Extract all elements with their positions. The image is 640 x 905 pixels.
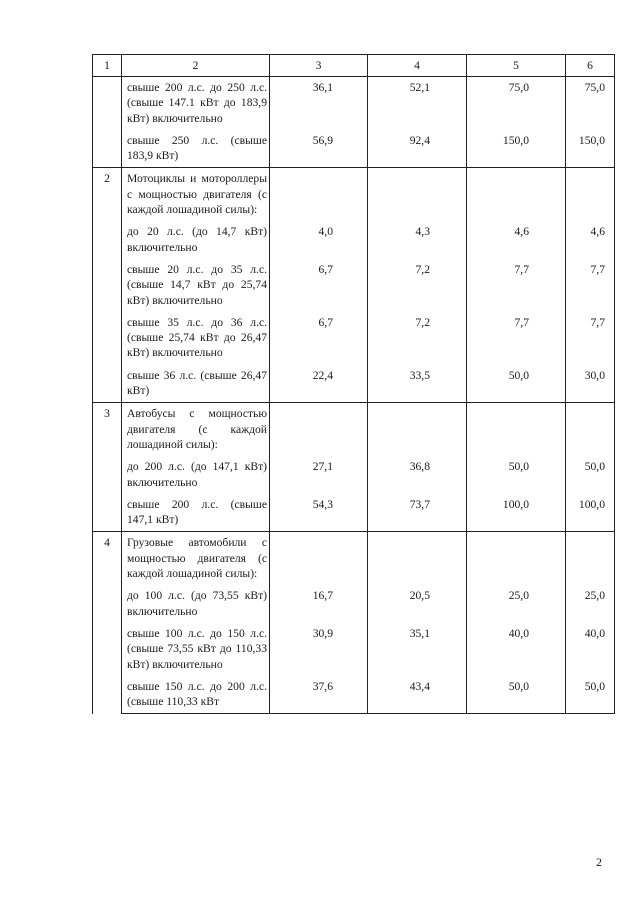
rate-col4: 92,4 [368,130,467,168]
empty-cell-col6 [566,403,615,456]
rate-col5: 50,0 [467,676,566,714]
empty-cell-col3 [270,532,368,585]
table-row [93,623,615,676]
empty-cell-col5 [467,403,566,456]
rate-col4: 4,3 [368,221,467,259]
rate-col6: 75,0 [566,77,615,130]
empty-cell-col4 [368,168,467,221]
rate-col4: 43,4 [368,676,467,714]
rate-col3: 6,7 [270,312,368,365]
rate-col6: 4,6 [566,221,615,259]
header-cell-6: 6 [566,55,615,77]
rate-col4: 7,2 [368,259,467,312]
table-row [93,456,615,494]
rate-col3: 54,3 [270,494,368,532]
empty-cell-col6 [566,168,615,221]
table-row [93,221,615,259]
rate-col5: 4,6 [467,221,566,259]
rate-col4: 7,2 [368,312,467,365]
group-title: Мотоциклы и мотороллеры с мощностью двигателя (с каждой лошадиной силы): [122,168,270,221]
empty-cell-col3 [270,403,368,456]
rate-col5: 100,0 [467,494,566,532]
page-number: 2 [596,855,602,869]
group-number: 3 [93,403,122,532]
rate-col6: 150,0 [566,130,615,168]
rate-col6: 7,7 [566,312,615,365]
rate-col6: 100,0 [566,494,615,532]
header-cell-3: 3 [270,55,368,77]
empty-cell-col5 [467,532,566,585]
rate-col3: 4,0 [270,221,368,259]
empty-cell-col5 [467,168,566,221]
group-number: 4 [93,532,122,714]
header-cell-2: 2 [122,55,270,77]
rate-col5: 25,0 [467,585,566,623]
group-number: 2 [93,168,122,403]
rate-col4: 33,5 [368,365,467,403]
rate-col3: 30,9 [270,623,368,676]
rate-col5: 40,0 [467,623,566,676]
rate-col5: 50,0 [467,456,566,494]
row-description: свыше 150 л.с. до 200 л.с. (свыше 110,33 кВт [122,676,270,714]
rate-col5: 75,0 [467,77,566,130]
header-cell-5: 5 [467,55,566,77]
rate-col4: 36,8 [368,456,467,494]
row-description: свыше 200 л.с. (свыше 147,1 кВт) [122,494,270,532]
table-row [93,365,615,403]
rate-col5: 7,7 [467,312,566,365]
empty-cell-col6 [566,532,615,585]
table-row [93,259,615,312]
rate-col3: 27,1 [270,456,368,494]
rate-col3: 6,7 [270,259,368,312]
table-row [93,494,615,532]
row-description: свыше 100 л.с. до 150 л.с. (свыше 73,55 кВт до 110,33 кВт) включительно [122,623,270,676]
rate-col5: 7,7 [467,259,566,312]
table-row [93,585,615,623]
rate-col4: 73,7 [368,494,467,532]
rate-col6: 40,0 [566,623,615,676]
group-title: Автобусы с мощностью двигателя (с каждой лошадиной силы): [122,403,270,456]
header-row [93,55,615,77]
tax-rate-table [92,54,615,714]
group-title-row [93,168,615,221]
rate-col4: 20,5 [368,585,467,623]
header-cell-1: 1 [93,55,122,77]
rate-col6: 25,0 [566,585,615,623]
rate-col3: 36,1 [270,77,368,130]
row-description: свыше 36 л.с. (свыше 26,47 кВт) [122,365,270,403]
rate-col5: 50,0 [467,365,566,403]
rate-col5: 150,0 [467,130,566,168]
group-title-row [93,532,615,585]
empty-cell-col4 [368,532,467,585]
rate-col4: 52,1 [368,77,467,130]
rate-col6: 7,7 [566,259,615,312]
row-description: до 20 л.с. (до 14,7 кВт) включительно [122,221,270,259]
row-description: до 100 л.с. (до 73,55 кВт) включительно [122,585,270,623]
rate-col3: 16,7 [270,585,368,623]
row-description: до 200 л.с. (до 147,1 кВт) включительно [122,456,270,494]
table-row [93,130,615,168]
row-description: свыше 200 л.с. до 250 л.с. (свыше 147.1 кВт до 183,9 кВт) включительно [122,77,270,130]
header-cell-4: 4 [368,55,467,77]
table-body [93,55,615,714]
empty-cell-col4 [368,403,467,456]
rate-col3: 56,9 [270,130,368,168]
table-row [93,312,615,365]
empty-cell-col3 [270,168,368,221]
table-row [93,676,615,714]
row-description: свыше 35 л.с. до 36 л.с. (свыше 25,74 кВт до 26,47 кВт) включительно [122,312,270,365]
row-description: свыше 250 л.с. (свыше 183,9 кВт) [122,130,270,168]
rate-col3: 22,4 [270,365,368,403]
rate-col3: 37,6 [270,676,368,714]
group-number [93,77,122,168]
group-title: Грузовые автомобили с мощностью двигателя (с каждой лошадиной силы): [122,532,270,585]
rate-col6: 50,0 [566,676,615,714]
group-title-row [93,403,615,456]
rate-col6: 50,0 [566,456,615,494]
table-row [93,77,615,130]
rate-col4: 35,1 [368,623,467,676]
rate-col6: 30,0 [566,365,615,403]
row-description: свыше 20 л.с. до 35 л.с. (свыше 14,7 кВт до 25,74 кВт) включительно [122,259,270,312]
